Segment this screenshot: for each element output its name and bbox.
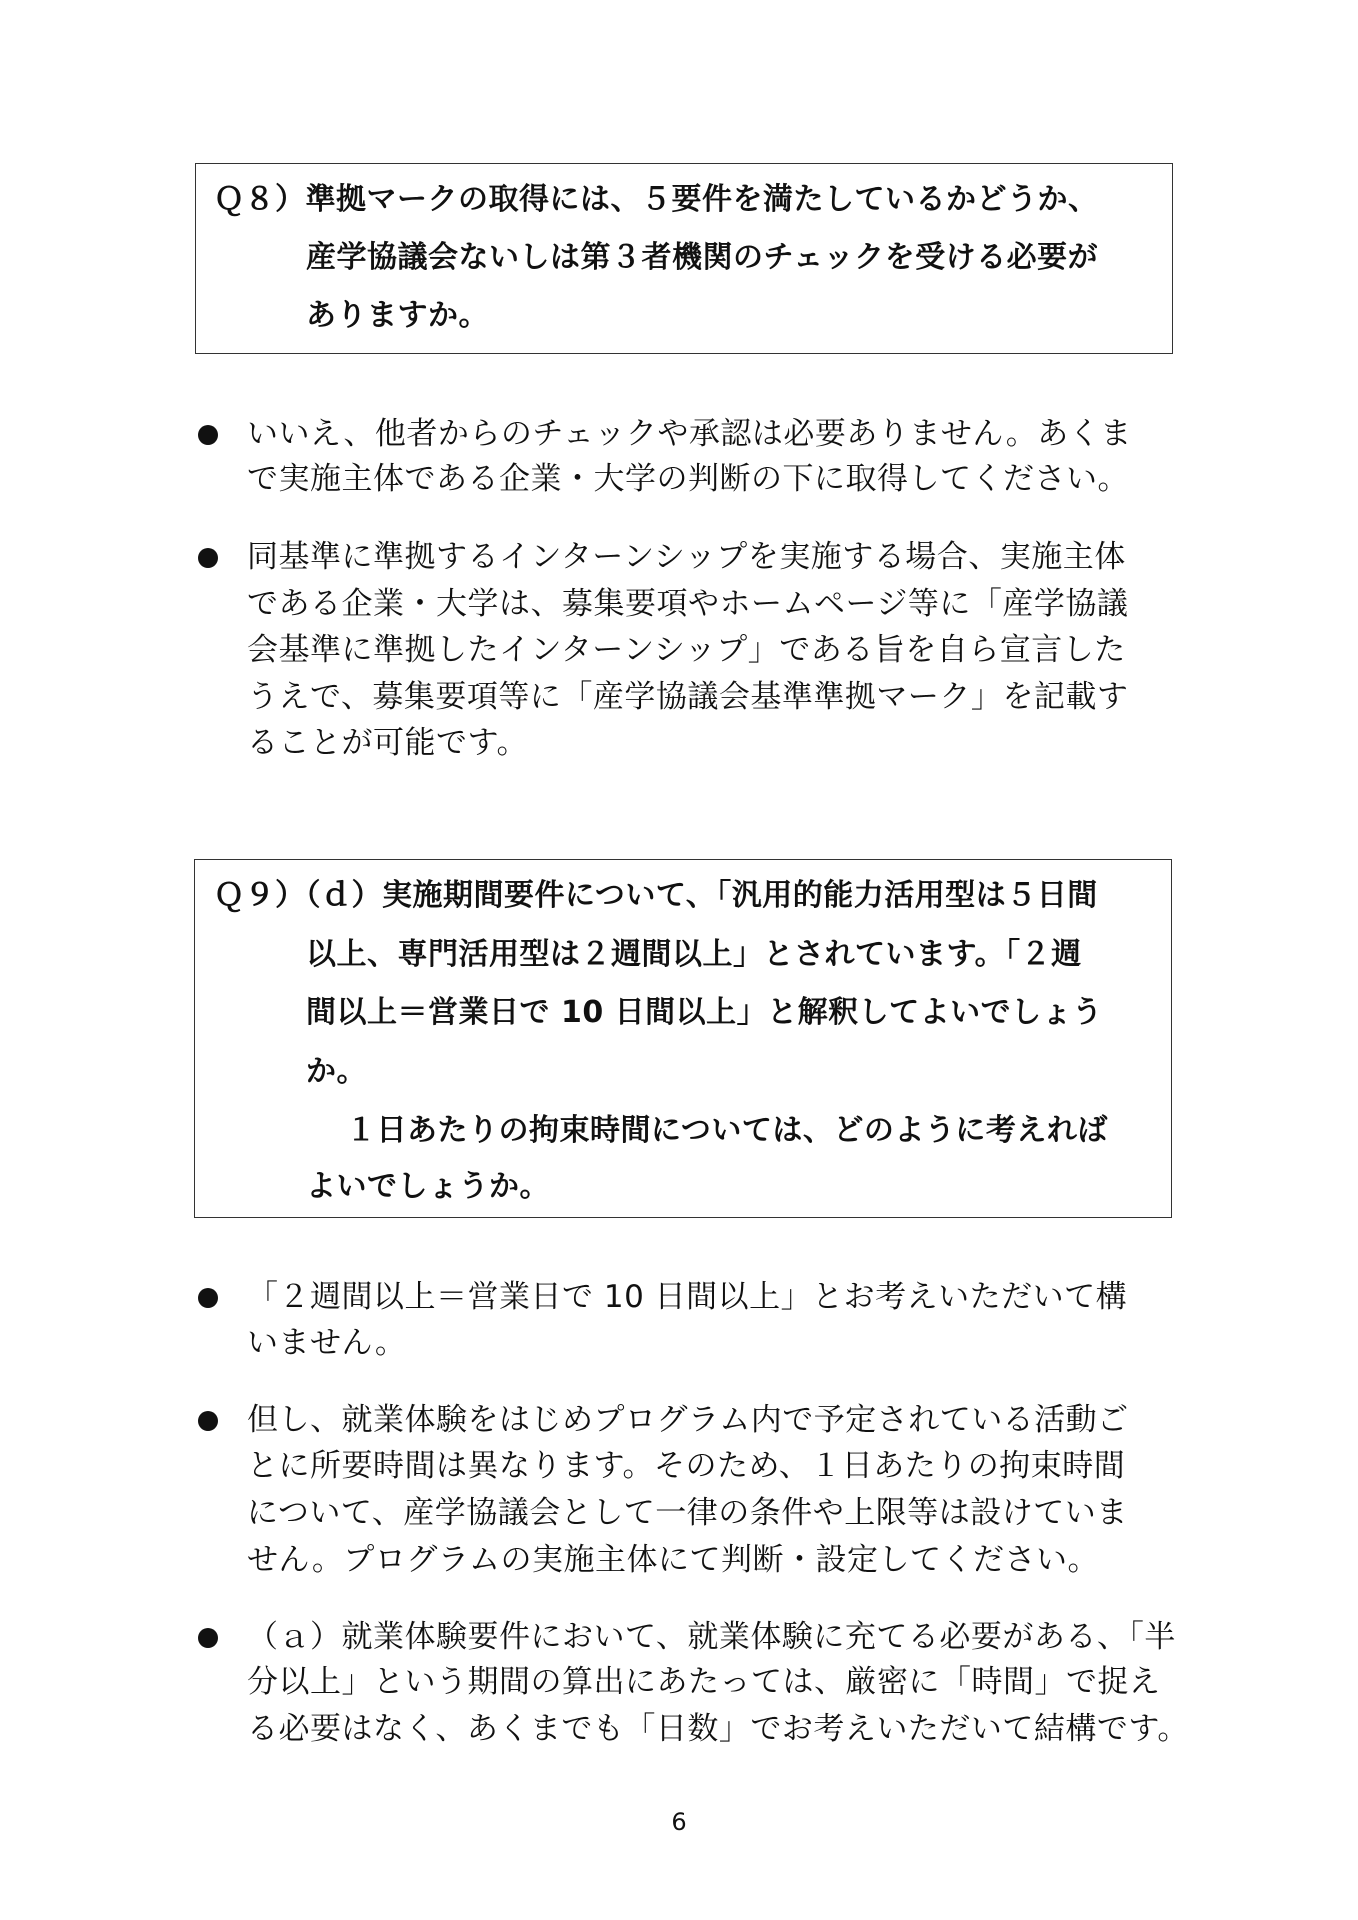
question-q8-line-1: Ｑ８）準拠マークの取得には、５要件を満たしているかどうか、 xyxy=(214,182,1099,217)
bullet-icon xyxy=(198,1411,218,1431)
bullet-icon xyxy=(198,1628,218,1648)
answer-q8-2-line-3: 会基準に準拠したインターンシップ」である旨を自ら宣言した xyxy=(247,632,1126,668)
answer-q9-3-line-3: る必要はなく、あくまでも「日数」でお考えいただいて結構です。 xyxy=(247,1711,1189,1747)
answer-q9-1-line-1: 「２週間以上＝営業日で 10 日間以上」とお考えいただいて構 xyxy=(247,1279,1128,1315)
question-q9-line-2: 以上、専門活用型は２週間以上」とされています。「２週 xyxy=(306,937,1082,972)
page-number: 6 xyxy=(671,1808,687,1836)
question-q9-line-6: よいでしょうか。 xyxy=(306,1169,550,1204)
bullet-icon xyxy=(198,548,218,568)
answer-q8-2-line-2: である企業・大学は、募集要項やホームページ等に「産学協議 xyxy=(247,586,1129,622)
answer-q8-2-line-5: ることが可能です。 xyxy=(247,725,529,761)
question-q9-line-1: Ｑ９）（ｄ）実施期間要件について、「汎用的能力活用型は５日間 xyxy=(214,878,1098,913)
bullet-icon xyxy=(198,425,218,445)
answer-q9-2-line-3: について、産学協議会として一律の条件や上限等は設けていま xyxy=(247,1495,1128,1531)
question-q8-line-2: 産学協議会ないしは第３者機関のチェックを受ける必要が xyxy=(306,240,1099,275)
question-q9-line-4: か。 xyxy=(306,1054,367,1089)
answer-q9-3-line-2: 分以上」という期間の算出にあたっては、厳密に「時間」で捉え xyxy=(247,1664,1161,1700)
question-q9-line-5: １日あたりの拘束時間については、どのように考えれば xyxy=(346,1113,1108,1148)
answer-q9-1-line-2: いません。 xyxy=(247,1325,407,1361)
question-q8-line-3: ありますか。 xyxy=(306,298,489,333)
answer-q8-2-line-4: うえで、募集要項等に「産学協議会基準準拠マーク」を記載す xyxy=(247,679,1129,715)
answer-q8-1-line-2: で実施主体である企業・大学の判断の下に取得してください。 xyxy=(247,461,1129,497)
answer-q9-2-line-1: 但し、就業体験をはじめプログラム内で予定されている活動ご xyxy=(247,1402,1129,1438)
bullet-icon xyxy=(198,1288,218,1308)
answer-q8-1-line-1: いいえ、他者からのチェックや承認は必要ありません。あくま xyxy=(247,416,1132,452)
question-q9-line-3: 間以上＝営業日で 10 日間以上」と解釈してよいでしょう xyxy=(306,995,1103,1030)
answer-q8-2-line-1: 同基準に準拠するインターンシップを実施する場合、実施主体 xyxy=(247,539,1126,575)
answer-q9-2-line-4: せん。プログラムの実施主体にて判断・設定してください。 xyxy=(247,1542,1100,1578)
answer-q9-3-line-1: （ａ）就業体験要件において、就業体験に充てる必要がある、「半 xyxy=(247,1619,1176,1655)
answer-q9-2-line-2: とに所要時間は異なります。そのため、１日あたりの拘束時間 xyxy=(247,1448,1126,1484)
